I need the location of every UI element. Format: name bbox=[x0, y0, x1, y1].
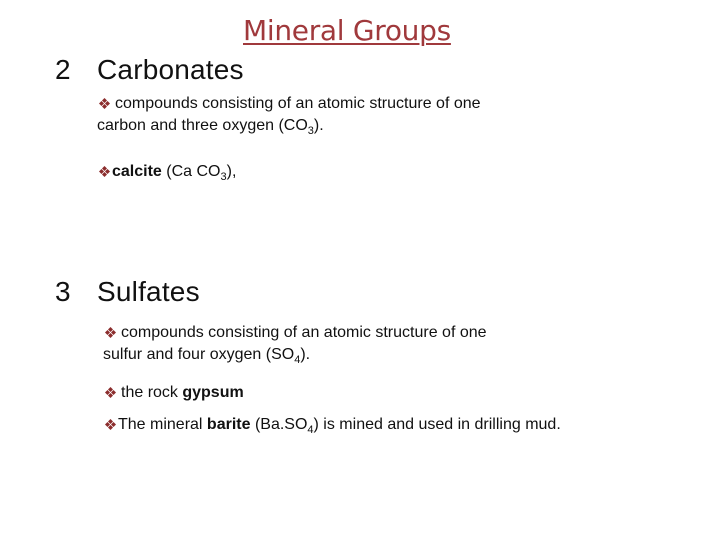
section-number: 3 bbox=[55, 276, 71, 307]
subscript: 4 bbox=[307, 424, 314, 436]
bullet-text: compounds consisting of an atomic structure of one bbox=[121, 324, 487, 341]
diamond-bullet-icon bbox=[105, 387, 116, 398]
bullet-text-line2: carbon and three oxygen (CO bbox=[97, 117, 308, 134]
section-title: Sulfates bbox=[97, 276, 200, 307]
bullet-text: (Ca CO bbox=[161, 163, 221, 180]
diamond-bullet-icon bbox=[99, 98, 110, 109]
bullet-text: The mineral bbox=[118, 416, 207, 433]
bullet-text-end: ). bbox=[313, 117, 324, 134]
subscript: 3 bbox=[220, 171, 227, 183]
diamond-bullet-icon bbox=[105, 327, 116, 338]
mineral-name: calcite bbox=[112, 163, 162, 180]
bullet-carbonates-definition bbox=[99, 93, 481, 137]
bullet-text: the rock bbox=[121, 384, 183, 401]
bullet-sulfates-definition bbox=[105, 322, 487, 366]
section-heading-carbonates bbox=[55, 54, 244, 86]
subscript: 3 bbox=[307, 125, 314, 137]
section-number: 2 bbox=[55, 54, 71, 85]
subscript: 4 bbox=[294, 354, 301, 366]
bullet-text: compounds consisting of an atomic structure of one bbox=[115, 95, 481, 112]
section-title: Carbonates bbox=[97, 54, 244, 85]
bullet-barite bbox=[105, 414, 561, 436]
bullet-text-end: ). bbox=[300, 346, 311, 363]
bullet-text-end: ), bbox=[226, 163, 237, 180]
mineral-name: barite bbox=[206, 416, 251, 433]
diamond-bullet-icon bbox=[105, 419, 116, 430]
section-heading-sulfates bbox=[55, 276, 200, 308]
bullet-text-line2: sulfur and four oxygen (SO bbox=[103, 346, 295, 363]
bullet-text-mid: (Ba.SO bbox=[250, 416, 308, 433]
diamond-bullet-icon bbox=[99, 166, 110, 177]
bullet-text-end: ) is mined and used in drilling mud. bbox=[313, 416, 561, 433]
mineral-name: gypsum bbox=[182, 384, 244, 401]
bullet-gypsum bbox=[105, 382, 244, 404]
page-title: Mineral Groups bbox=[243, 14, 451, 47]
bullet-calcite bbox=[99, 161, 236, 183]
